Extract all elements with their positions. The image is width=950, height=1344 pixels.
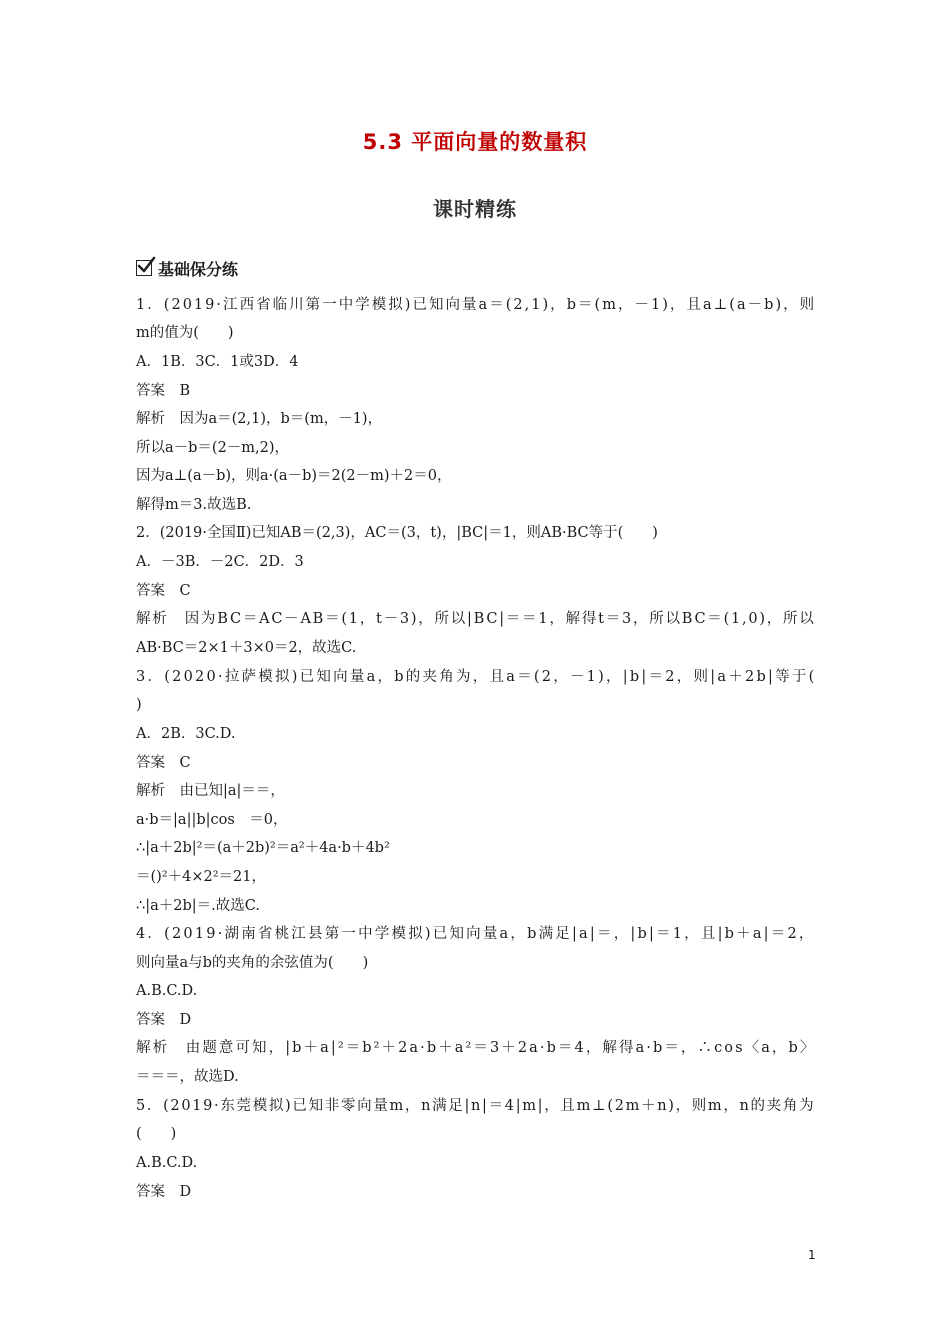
text-line: ∴|a＋2b|²＝(a＋2b)²＝a²＋4a·b＋4b² [136, 840, 390, 856]
text-line: 解得m＝3.故选B. [136, 497, 252, 513]
text-line: 解析 因为BC＝AC－AB＝(1，t－3)，所以|BC|＝＝1，解得t＝3，所以BC＝(1,0)，所以 [136, 611, 816, 627]
text-line: 答案 B [136, 383, 191, 399]
text-line: 5．(2019·东莞模拟)已知非零向量m，n满足|n|＝4|m|，且m⊥(2m＋n)，则m，n的夹角为 [136, 1098, 816, 1114]
text-line: 解析 因为a＝(2,1)，b＝(m，－1)， [136, 411, 383, 427]
text-line: ) [136, 697, 142, 713]
section-heading [136, 256, 238, 280]
page-number: 1 [808, 1248, 816, 1262]
text-line: 所以a－b＝(2－m,2)， [136, 440, 290, 456]
text-line: a·b＝|a||b|cos ＝0， [136, 812, 288, 828]
text-line: 4．(2019·湖南省桃江县第一中学模拟)已知向量a，b满足|a|＝，|b|＝1，且|b＋a|＝2， [136, 926, 816, 942]
text-line: 则向量a与b的夹角的余弦值为( ) [136, 955, 369, 971]
text-line: 答案 D [136, 1184, 192, 1200]
text-line: 解析 由已知|a|＝＝， [136, 783, 285, 799]
text-line: A．－3B．－2C．2D．3 [136, 554, 304, 570]
page-title: 5.3 平面向量的数量积 [362, 130, 588, 154]
text-line: 答案 C [136, 755, 191, 771]
text-line: AB·BC＝2×1＋3×0＝2，故选C. [136, 640, 357, 656]
checkbox-icon [136, 260, 152, 276]
text-line: 解析 由题意可知，|b＋a|²＝b²＋2a·b＋a²＝3＋2a·b＝4，解得a·b＝，∴cos〈a，b〉 [136, 1040, 817, 1056]
section-label: 基础保分练 [158, 259, 239, 279]
text-line: 3．(2020·拉萨模拟)已知向量a，b的夹角为，且a＝(2，－1)，|b|＝2，则|a＋2b|等于( [136, 669, 817, 685]
text-line: A．1B．3C．1或3D．4 [136, 354, 299, 370]
page-subtitle: 课时精练 [433, 197, 517, 221]
text-line: 因为a⊥(a－b)，则a·(a－b)＝2(2－m)＋2＝0， [136, 468, 452, 484]
text-line: A．2B．3C.D. [136, 726, 236, 742]
text-line: A.B.C.D. [136, 1155, 198, 1171]
text-line: ( ) [136, 1126, 177, 1142]
text-line: ＝()²＋4×2²＝21， [136, 869, 266, 885]
text-line: 2．(2019·全国Ⅱ)已知AB＝(2,3)，AC＝(3，t)，|BC|＝1，则AB·BC等于( ) [136, 525, 658, 541]
text-line: ＝＝＝，故选D. [136, 1069, 239, 1085]
text-line: A.B.C.D. [136, 983, 198, 999]
text-line: 答案 D [136, 1012, 192, 1028]
text-line: m的值为( ) [136, 325, 234, 341]
text-line: 答案 C [136, 583, 191, 599]
text-line: ∴|a＋2b|＝.故选C. [136, 898, 260, 914]
text-line: 1．(2019·江西省临川第一中学模拟)已知向量a＝(2,1)，b＝(m，－1)，且a⊥(a－b)，则 [136, 297, 817, 313]
